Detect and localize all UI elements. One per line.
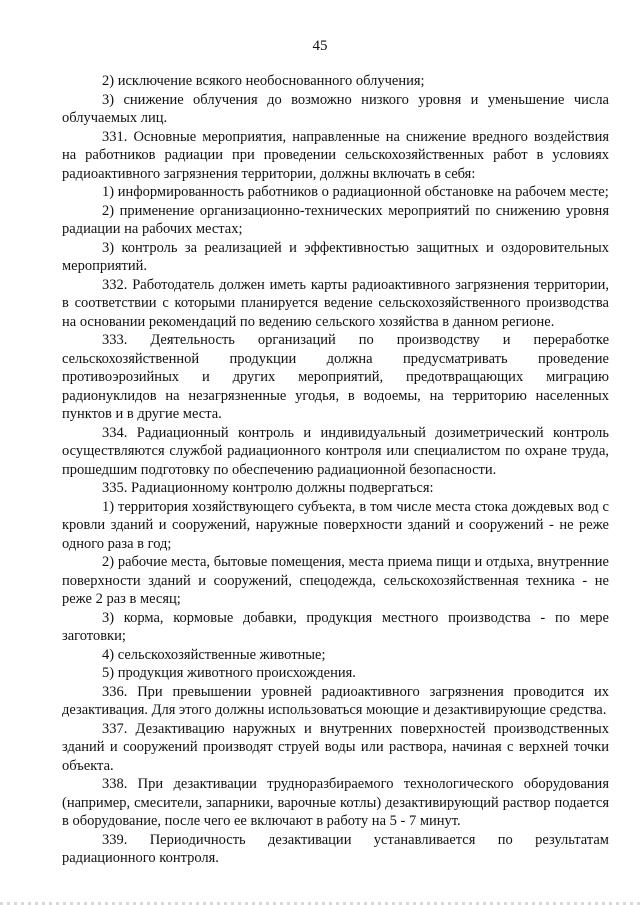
paragraph-335-item-5: 5) продукция животного происхождения.: [102, 665, 356, 681]
paragraph-reduction-exposure: 3) снижение облучения до возможно низкого уровня и уменьшение числа облучаемых лиц.: [62, 91, 609, 126]
paragraph-334: 334. Радиационный контроль и индивидуальный дозиметрический контроль осуществляются службой радиационного контроля или специалистом по охране труда, прошедшим подготовку по обеспечению радиационной безопасности.: [62, 424, 609, 478]
document-body: [62, 72, 609, 868]
paragraph-335-item-2: 2) рабочие места, бытовые помещения, места приема пищи и отдыха, внутренние поверхности зданий и сооружений, спецодежда, сельскохозяйственная техника - не реже 2 раз в месяц;: [62, 554, 609, 607]
paragraph-335-item-4: 4) сельскохозяйственные животные;: [102, 646, 326, 663]
paragraph-335: 335. Радиационному контролю должны подвергаться:: [102, 480, 434, 496]
paragraph-333: 333. Деятельность организаций по производству и переработке сельскохозяйственной продукции должна предусматривать проведение противоэрозийных и других мероприятий, предотвращающих миграцию радионуклидов на незагрязненные угодья, в водоемы, на территорию населенных пунктов и в другие места.: [62, 332, 609, 422]
paragraph-332: 332. Работодатель должен иметь карты радиоактивного загрязнения территории, в соответствии с которыми планируется ведение сельскохозяйственного производства на основании рекомендаций по ведению сельского хозяйства в данном регионе.: [62, 276, 609, 330]
paragraph-331: 331. Основные мероприятия, направленные на снижение вредного воздействия на работников радиации при проведении сельскохозяйственных работ в условиях радиоактивного загрязнения территории, должны включать в себя:: [62, 128, 609, 182]
paragraph-337: 337. Дезактивацию наружных и внутренних поверхностей производственных зданий и сооружений производят струей воды или раствора, начиная с верхней точки объекта.: [62, 720, 609, 774]
paragraph-339: 339. Периодичность дезактивации устанавливается по результатам радиационного контроля.: [62, 831, 609, 866]
paragraph-335-item-3: 3) корма, кормовые добавки, продукция местного производства - по мере заготовки;: [62, 609, 609, 644]
paragraph-331-item-3: 3) контроль за реализацией и эффективностью защитных и оздоровительных мероприятий.: [62, 239, 609, 274]
paragraph-331-item-1: 1) информированность работников о радиационной обстановке на рабочем месте;: [102, 184, 609, 200]
paragraph-exclusion-unjustified-exposure: 2) исключение всякого необоснованного облучения;: [102, 73, 425, 89]
paragraph-335-item-1: 1) территория хозяйствующего субъекта, в том числе места стока дождевых вод с кровли зданий и сооружений, наружные поверхности зданий и сооружений - не реже одного раза в год;: [62, 498, 609, 552]
paragraph-338: 338. При дезактивации трудноразбираемого технологического оборудования (например, смесители, запарники, варочные котлы) дезактивирующий раствор подается в оборудование, после чего ее включают в работу на 5 - 7 минут.: [62, 776, 609, 829]
paragraph-336: 336. При превышении уровней радиоактивного загрязнения проводится их дезактивация. Для этого должны использоваться моющие и дезактивирующие средства.: [62, 683, 609, 718]
paragraph-331-item-2: 2) применение организационно-технических мероприятий по снижению уровня радиации на рабочих местах;: [62, 202, 609, 237]
page-number: 45: [312, 38, 328, 54]
